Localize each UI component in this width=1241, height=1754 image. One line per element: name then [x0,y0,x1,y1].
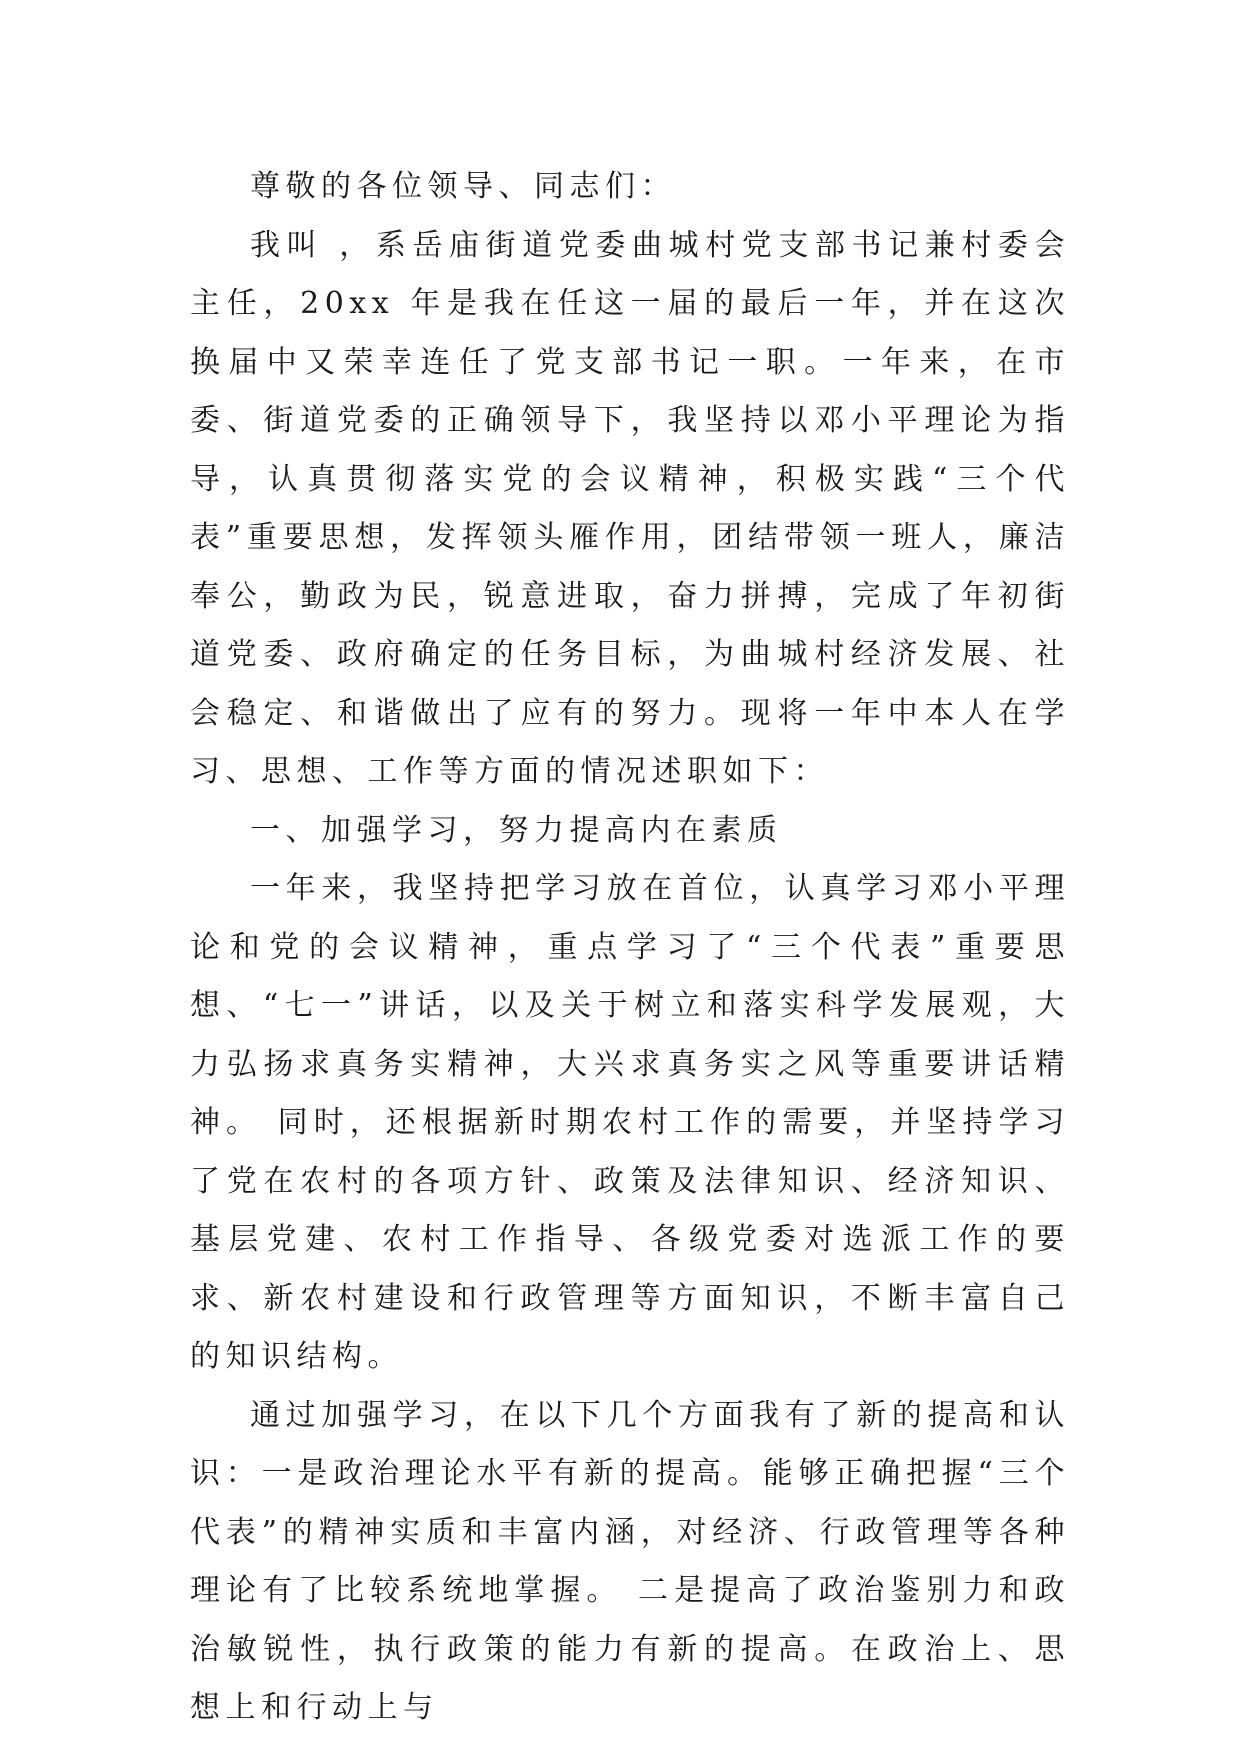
salutation: 尊敬的各位领导、同志们： [250,169,676,204]
paragraph-improvements: 通过加强学习，在以下几个方面我有了新的提高和认识：一是政治理论水平有新的提高。能够正确把握“三个代表”的精神实质和丰富内涵，对经济、行政管理等各种理论有了比较系统地掌握。 二是提高了政治鉴别力和政治敏锐性，执行政策的能力有新的提高。在政治上、思想上和行动上与 [190,1397,1070,1725]
paragraph-study: 一年来，我坚持把学习放在首位，认真学习邓小平理论和党的会议精神，重点学习了“三个代表”重要思想、“七一”讲话，以及关于树立和落实科学发展观，大力弘扬求真务实精神，大兴求真务实之风等重要讲话精神。 同时，还根据新时期农村工作的需要，并坚持学习了党在农村的各项方针、政策及法律知识、经济知识、基层党建、农村工作指导、各级党委对选派工作的要求、新农村建设和行政管理等方面知识，不断丰富自己的知识结构。 [190,871,1070,1374]
document-body [190,158,1070,1738]
paragraph-introduction: 我叫 ，系岳庙街道党委曲城村党支部书记兼村委会主任，20xx 年是我在任这一届的最后一年，并在这次换届中又荣幸连任了党支部书记一职。一年来，在市委、街道党委的正确领导下，我坚持以邓小平理论为指导，认真贯彻落实党的会议精神，积极实践“三个代表”重要思想，发挥领头雁作用，团结带领一班人，廉洁奉公，勤政为民，锐意进取，奋力拼搏，完成了年初街道党委、政府确定的任务目标，为曲城村经济发展、社会稳定、和谐做出了应有的努力。现将一年中本人在学习、思想、工作等方面的情况述职如下： [190,227,1070,789]
section-heading-1: 一、加强学习，努力提高内在素质 [250,812,783,848]
